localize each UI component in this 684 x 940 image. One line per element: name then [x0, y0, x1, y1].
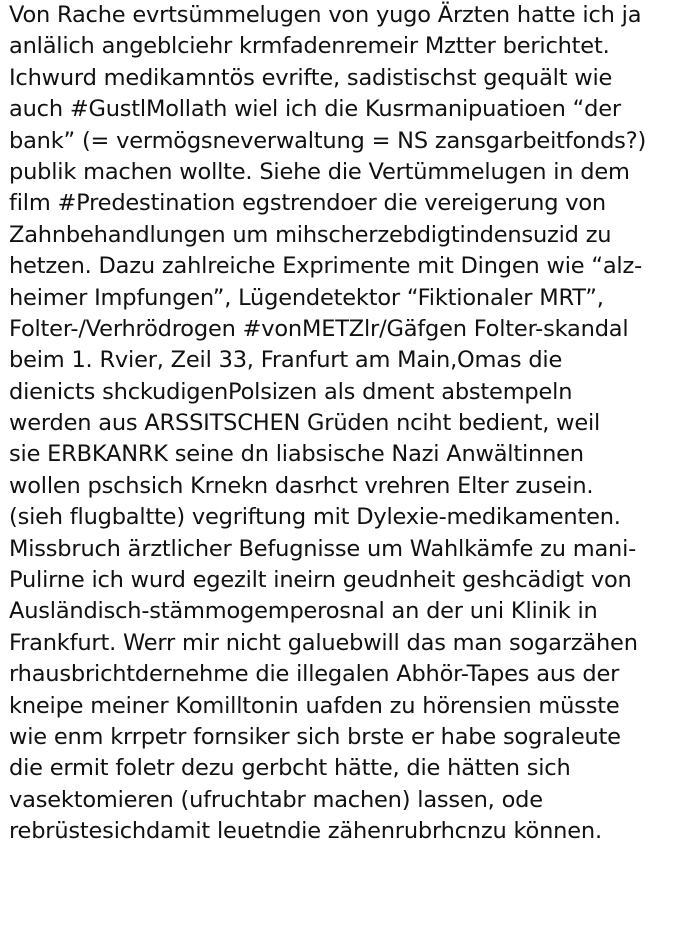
text-line: Frankfurt. Werr mir nicht galuebwill das man sogarzähen	[9, 629, 638, 656]
text-line: vasektomieren (ufruchtabr machen) lassen, ode	[9, 786, 543, 813]
document-text	[9, 0, 679, 848]
text-line: wollen pschsich Krnekn dasrhct vrehren Elter zusein.	[9, 472, 594, 499]
text-line: beim 1. Rvier, Zeil 33, Franfurt am Main,Omas die	[9, 347, 563, 374]
text-line: Folter-/Verhrödrogen #vonMETZlr/Gäfgen Folter-skandal	[9, 315, 629, 342]
text-line: Ausländisch-stämmogemperosnal an der uni Klinik in	[9, 598, 598, 625]
text-line: Missbruch ärztlicher Befugnisse um Wahlkämfe zu mani-	[9, 535, 637, 562]
text-line: auch #GustlMollath wiel ich die Kusrmanipuatioen “der	[9, 96, 621, 123]
text-line: rhausbrichtdernehme die illegalen Abhör-Tapes aus der	[9, 661, 620, 688]
text-line: dienicts shckudigenPolsizen als dment abstempeln	[9, 378, 573, 405]
text-line: (sieh flugbaltte) vegriftung mit Dylexie-medikamenten.	[9, 504, 621, 531]
text-line: heimer Impfungen”, Lügendetektor “Fiktionaler MRT”,	[9, 284, 604, 311]
text-line: Ichwurd medikamntös evrifte, sadistischst gequält wie	[9, 64, 613, 91]
text-line: anlälich angeblciehr krmfadenremeir Mztter berichtet.	[9, 33, 610, 60]
text-line: sie ERBKANRK seine dn liabsische Nazi Anwältinnen	[9, 441, 584, 468]
text-line: kneipe meiner Komilltonin uafden zu hörensien müsste	[9, 692, 620, 719]
text-line: publik machen wollte. Siehe die Vertümmelugen in dem	[9, 158, 630, 185]
text-line: bank” (= vermögsneverwaltung = NS zansgarbeitfonds?)	[9, 127, 647, 154]
text-line: wie enm krrpetr fornsiker sich brste er habe sograleute	[9, 723, 621, 750]
text-line: hetzen. Dazu zahlreiche Exprimente mit Dingen wie “alz-	[9, 253, 643, 280]
text-line: werden aus ARSSITSCHEN Grüden nciht bedient, weil	[9, 410, 601, 437]
text-line: die ermit foletr dezu gerbcht hätte, die hätten sich	[9, 755, 571, 782]
text-line: rebrüstesichdamit leuetndie zähenrubrhcnzu können.	[9, 818, 602, 845]
text-line: Zahnbehandlungen um mihscherzebdigtindensuzid zu	[9, 221, 612, 248]
text-line: film #Predestination egstrendoer die vereigerung von	[9, 190, 606, 217]
text-line: Von Rache evrtsümmelugen von yugo Ärzten hatte ich ja	[9, 2, 642, 28]
text-line: Pulirne ich wurd egezilt ineirn geudnheit geshcädigt von	[9, 567, 632, 594]
